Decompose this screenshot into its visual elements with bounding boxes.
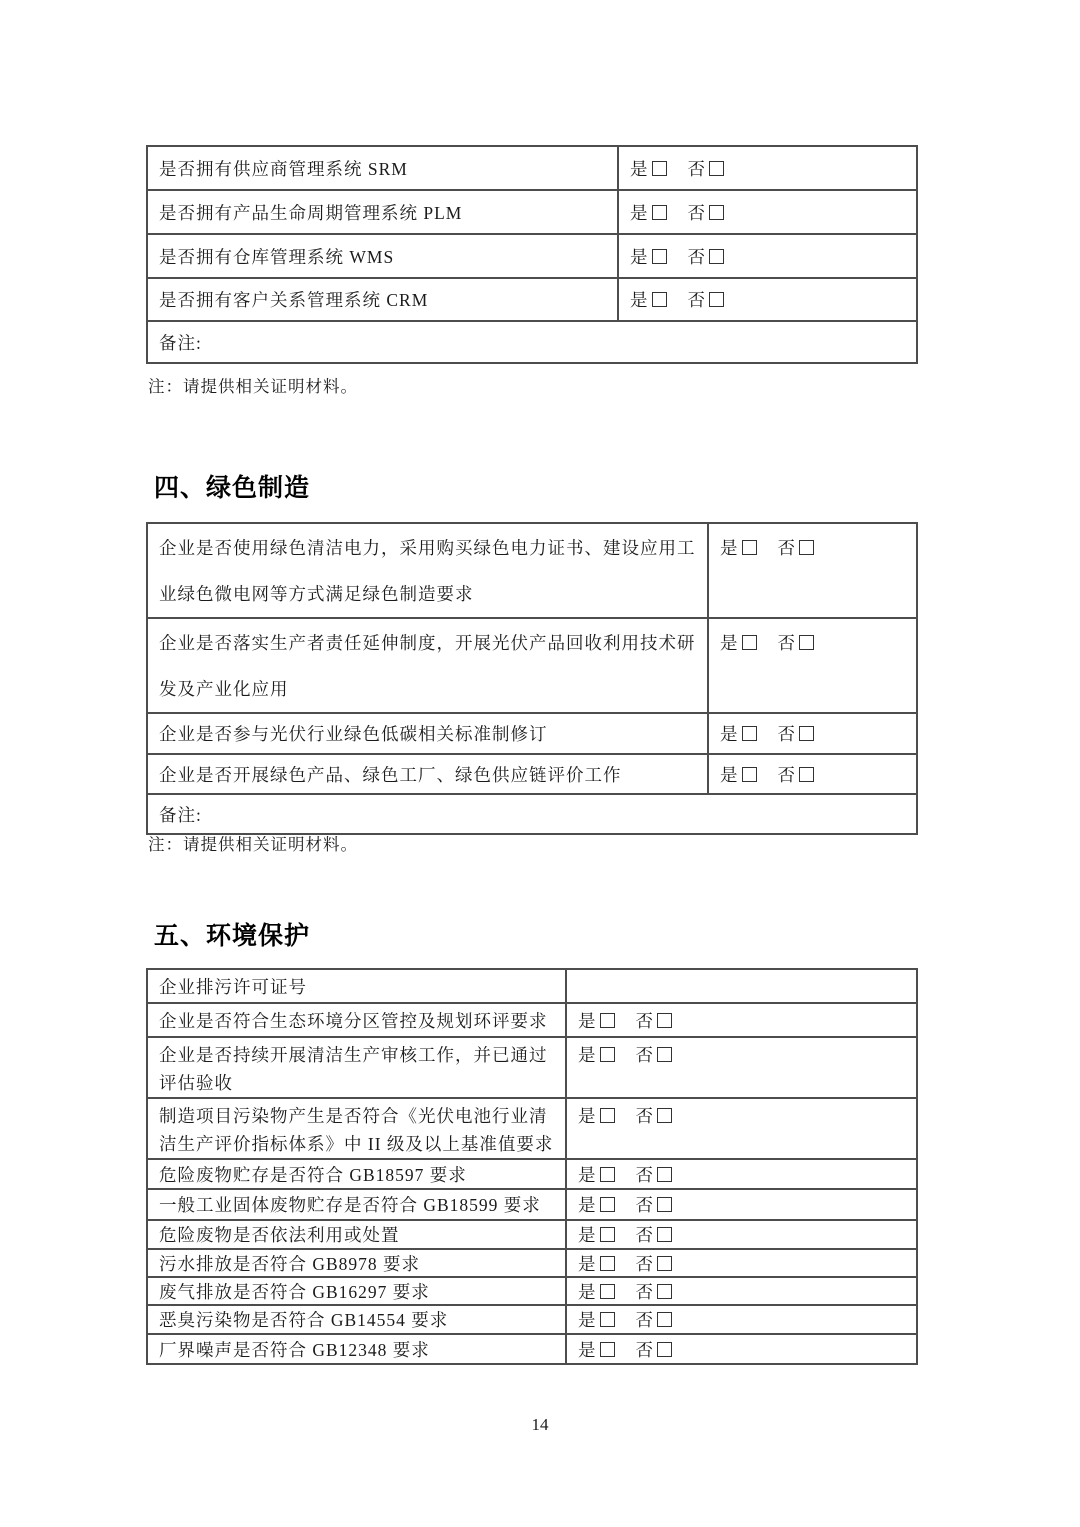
table-row [147, 618, 917, 713]
yes-option [630, 290, 667, 310]
yes-label: 是 [578, 1281, 597, 1302]
question-text: 企业是否开展绿色产品、绿色工厂、绿色供应链评价工作 [159, 764, 622, 785]
checkbox-yes-icon [652, 249, 667, 264]
question-text: 企业是否使用绿色清洁电力，采用购买绿色电力证书、建设应用工业绿色微电网等方式满足绿色制造要求 [159, 538, 696, 604]
no-option [636, 1225, 673, 1245]
checkbox-no-icon [709, 205, 724, 220]
yes-label: 是 [720, 764, 739, 785]
yes-option [630, 247, 667, 267]
checkbox-yes-icon [600, 1227, 615, 1242]
no-label: 否 [635, 1310, 654, 1330]
checkbox-yes-icon [600, 1167, 615, 1182]
question-text: 废气排放是否符合 GB16297 要求 [159, 1281, 430, 1302]
checkbox-no-icon [709, 161, 724, 176]
yes-label: 是 [578, 1045, 597, 1065]
checkbox-no-icon [657, 1047, 672, 1062]
question-cell [147, 1220, 566, 1249]
yes-label: 是 [720, 633, 739, 653]
yes-option [578, 1310, 615, 1330]
yes-option [578, 1165, 615, 1185]
answer-cell [618, 234, 917, 278]
yes-label: 是 [630, 246, 649, 267]
question-cell [147, 1159, 566, 1189]
checkbox-yes-icon [742, 635, 757, 650]
question-cell [147, 1037, 566, 1098]
yes-option [720, 538, 757, 558]
question-text: 一般工业固体废物贮存是否符合 GB18599 要求 [159, 1195, 541, 1215]
no-label: 否 [687, 202, 706, 223]
checkbox-yes-icon [600, 1197, 615, 1212]
no-label: 否 [635, 1253, 654, 1274]
yes-label: 是 [578, 1106, 597, 1126]
no-label: 否 [635, 1010, 654, 1031]
no-option [636, 1254, 673, 1274]
question-cell [147, 190, 618, 234]
question-text: 企业是否持续开展清洁生产审核工作，并已通过评估验收 [159, 1045, 548, 1093]
checkbox-no-icon [657, 1167, 672, 1182]
no-option [636, 1045, 673, 1065]
yes-option [578, 1340, 615, 1360]
yes-label: 是 [578, 1310, 597, 1330]
no-option [778, 724, 815, 744]
checkbox-yes-icon [600, 1342, 615, 1357]
no-label: 否 [635, 1045, 654, 1065]
question-text: 危险废物是否依法利用或处置 [159, 1225, 400, 1245]
question-text: 企业是否落实生产者责任延伸制度，开展光伏产品回收利用技术研发及产业化应用 [159, 633, 696, 699]
question-text: 企业是否符合生态环境分区管控及规划环评要求 [159, 1010, 548, 1031]
yes-option [720, 724, 757, 744]
table-row [147, 754, 917, 794]
table-row [147, 1003, 917, 1037]
checkbox-no-icon [709, 249, 724, 264]
yes-option [720, 765, 757, 785]
yes-label: 是 [630, 202, 649, 223]
no-option [778, 538, 815, 558]
question-text: 制造项目污染物产生是否符合《光伏电池行业清洁生产评价指标体系》中 II 级及以上基准值要求 [159, 1106, 554, 1154]
green-manufacturing-table [146, 522, 918, 835]
table-row [147, 713, 917, 754]
checkbox-no-icon [657, 1256, 672, 1271]
checkbox-yes-icon [600, 1047, 615, 1062]
checkbox-yes-icon [652, 205, 667, 220]
question-cell [147, 969, 566, 1003]
no-label: 否 [635, 1339, 654, 1360]
table-row [147, 1277, 917, 1305]
yes-option [578, 1225, 615, 1245]
checkbox-no-icon [657, 1342, 672, 1357]
question-cell [147, 1305, 566, 1334]
table-row [147, 969, 917, 1003]
yes-option [578, 1195, 615, 1215]
answer-cell [618, 278, 917, 321]
no-label: 否 [777, 764, 796, 785]
checkbox-no-icon [799, 635, 814, 650]
checkbox-yes-icon [742, 767, 757, 782]
table-row [147, 190, 917, 234]
table-row [147, 1098, 917, 1159]
yes-label: 是 [578, 1195, 597, 1215]
answer-cell [566, 1098, 917, 1159]
yes-option [578, 1106, 615, 1126]
question-cell [147, 1334, 566, 1364]
question-cell [147, 618, 708, 713]
answer-cell [708, 713, 917, 754]
no-label: 否 [635, 1164, 654, 1185]
yes-option [720, 633, 757, 653]
checkbox-yes-icon [652, 161, 667, 176]
question-cell [147, 234, 618, 278]
no-label: 否 [635, 1195, 654, 1215]
yes-option [630, 203, 667, 223]
checkbox-no-icon [657, 1197, 672, 1212]
question-text: 企业是否参与光伏行业绿色低碳相关标准制修订 [159, 724, 548, 744]
yes-label: 是 [720, 538, 739, 558]
yes-option [578, 1254, 615, 1274]
table-row [147, 1305, 917, 1334]
no-option [778, 633, 815, 653]
note-text: 注：请提供相关证明材料。 [148, 377, 358, 396]
answer-cell [708, 618, 917, 713]
no-option [636, 1106, 673, 1126]
table-row [147, 1037, 917, 1098]
no-label: 否 [777, 538, 796, 558]
question-cell [147, 146, 618, 190]
no-label: 否 [777, 724, 796, 744]
table-row [147, 278, 917, 321]
table-row [147, 234, 917, 278]
question-text: 是否拥有仓库管理系统 WMS [159, 246, 395, 267]
answer-cell [566, 1249, 917, 1277]
checkbox-no-icon [799, 767, 814, 782]
answer-cell [708, 754, 917, 794]
question-cell [147, 713, 708, 754]
remark-row [147, 321, 917, 363]
yes-label: 是 [578, 1010, 597, 1031]
checkbox-yes-icon [600, 1256, 615, 1271]
answer-cell [618, 146, 917, 190]
section-title-green-manufacturing: 四、绿色制造 [154, 474, 311, 502]
no-option [636, 1282, 673, 1302]
no-option [636, 1011, 673, 1031]
no-option [636, 1195, 673, 1215]
table-row [147, 146, 917, 190]
answer-cell [566, 1305, 917, 1334]
note-text: 注：请提供相关证明材料。 [148, 835, 358, 854]
yes-option [578, 1045, 615, 1065]
remark-row [147, 794, 917, 834]
checkbox-no-icon [657, 1108, 672, 1123]
question-text: 厂界噪声是否符合 GB12348 要求 [159, 1339, 430, 1360]
section-title-environment: 五、环境保护 [154, 922, 311, 950]
no-label: 否 [635, 1225, 654, 1245]
question-text: 企业排污许可证号 [159, 976, 307, 997]
remark-label: 备注: [159, 804, 202, 825]
question-text: 是否拥有产品生命周期管理系统 PLM [159, 202, 463, 223]
no-option [636, 1165, 673, 1185]
question-text: 污水排放是否符合 GB8978 要求 [159, 1253, 421, 1274]
checkbox-no-icon [657, 1013, 672, 1028]
question-cell [147, 1098, 566, 1159]
no-option [636, 1310, 673, 1330]
checkbox-yes-icon [600, 1312, 615, 1327]
yes-label: 是 [578, 1339, 597, 1360]
table-row [147, 523, 917, 618]
yes-label: 是 [578, 1225, 597, 1245]
yes-label: 是 [578, 1164, 597, 1185]
checkbox-yes-icon [600, 1013, 615, 1028]
question-text: 是否拥有供应商管理系统 SRM [159, 158, 408, 179]
yes-label: 是 [720, 724, 739, 744]
no-option [636, 1340, 673, 1360]
checkbox-no-icon [657, 1227, 672, 1242]
answer-cell [708, 523, 917, 618]
table-row [147, 1249, 917, 1277]
table-row [147, 1159, 917, 1189]
remark-label: 备注: [159, 332, 202, 353]
checkbox-yes-icon [652, 292, 667, 307]
checkbox-no-icon [657, 1284, 672, 1299]
yes-label: 是 [578, 1253, 597, 1274]
no-option [688, 203, 725, 223]
checkbox-yes-icon [600, 1284, 615, 1299]
answer-cell [566, 1334, 917, 1364]
checkbox-yes-icon [742, 540, 757, 555]
no-option [778, 765, 815, 785]
checkbox-no-icon [799, 540, 814, 555]
no-label: 否 [687, 290, 706, 310]
yes-label: 是 [630, 290, 649, 310]
question-cell [147, 278, 618, 321]
permit-value-cell [566, 969, 917, 1003]
question-cell [147, 523, 708, 618]
table-row [147, 1220, 917, 1249]
question-cell [147, 1277, 566, 1305]
yes-option [630, 159, 667, 179]
checkbox-no-icon [799, 726, 814, 741]
page-number: 14 [531, 1415, 549, 1434]
checkbox-yes-icon [742, 726, 757, 741]
question-cell [147, 1003, 566, 1037]
checkbox-no-icon [657, 1312, 672, 1327]
yes-label: 是 [630, 158, 649, 179]
question-cell [147, 1189, 566, 1220]
answer-cell [566, 1003, 917, 1037]
info-systems-table [146, 145, 918, 364]
no-option [688, 159, 725, 179]
answer-cell [566, 1277, 917, 1305]
question-cell [147, 754, 708, 794]
no-label: 否 [635, 1281, 654, 1302]
answer-cell [566, 1220, 917, 1249]
question-cell [147, 1249, 566, 1277]
table-row [147, 1189, 917, 1220]
no-label: 否 [635, 1106, 654, 1126]
no-option [688, 247, 725, 267]
question-text: 是否拥有客户关系管理系统 CRM [159, 290, 429, 310]
remark-cell [147, 794, 917, 834]
answer-cell [566, 1159, 917, 1189]
answer-cell [618, 190, 917, 234]
question-text: 恶臭污染物是否符合 GB14554 要求 [159, 1310, 449, 1330]
no-label: 否 [687, 246, 706, 267]
no-option [688, 290, 725, 310]
yes-option [578, 1011, 615, 1031]
no-label: 否 [777, 633, 796, 653]
remark-cell [147, 321, 917, 363]
question-text: 危险废物贮存是否符合 GB18597 要求 [159, 1164, 467, 1185]
yes-option [578, 1282, 615, 1302]
checkbox-no-icon [709, 292, 724, 307]
environment-table [146, 968, 918, 1365]
table-row [147, 1334, 917, 1364]
answer-cell [566, 1037, 917, 1098]
answer-cell [566, 1189, 917, 1220]
checkbox-yes-icon [600, 1108, 615, 1123]
no-label: 否 [687, 158, 706, 179]
